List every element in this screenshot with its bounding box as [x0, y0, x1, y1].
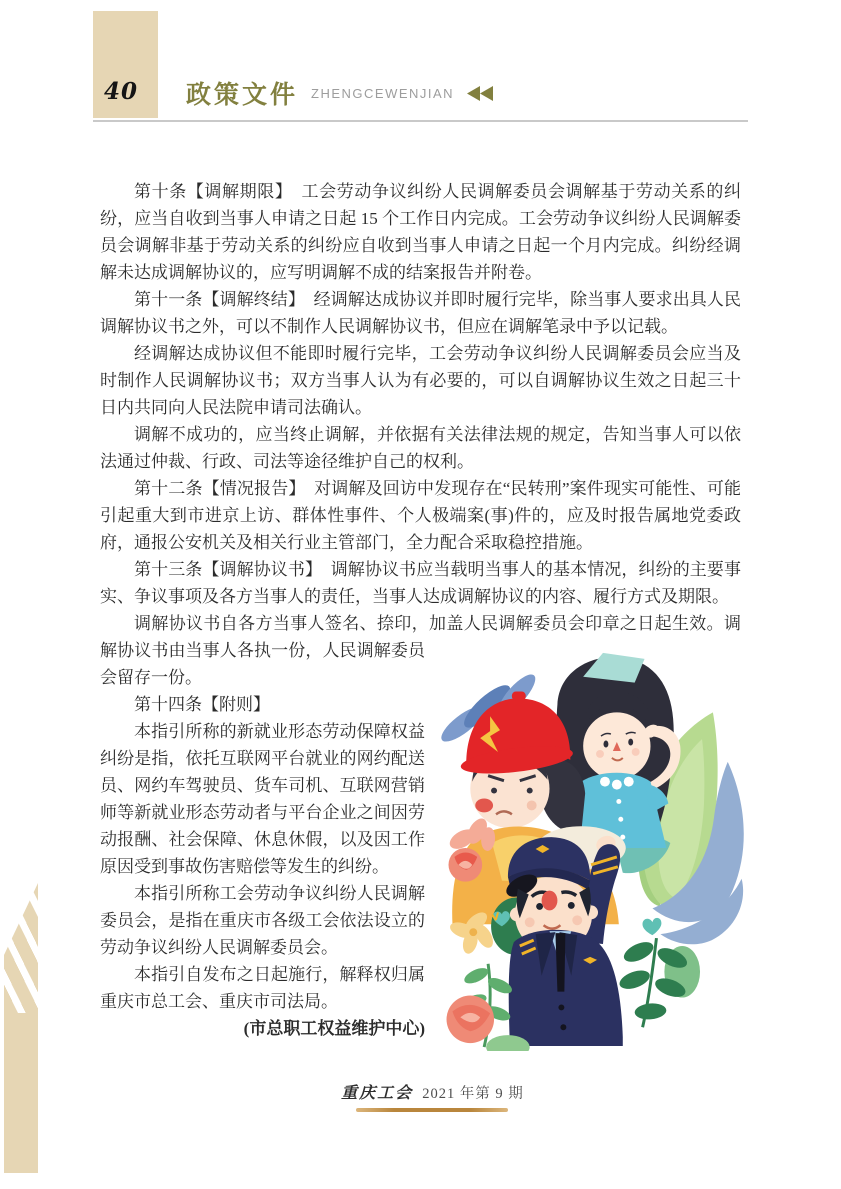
article-paragraph: 调解协议书自各方当事人签名、捺印，加盖人民调解委员会印章之日起生效。调解协议书由当事人各执一份，人民调解委员会留存一份。 — [100, 614, 741, 687]
section-header — [186, 76, 495, 110]
article-paragraph: 第十条【调解期限】 工会劳动争议纠纷人民调解委员会调解基于劳动关系的纠纷，应当自收到当事人申请之日起 15 个工作日内完成。工会劳动争议纠纷人民调解委员会调解非基于劳动关系的纠纷应自收到当事人申请之日起一个月内完成。纠纷经调解未达成调解协议的，应写明调解不成的结案报告并附卷。 — [100, 182, 741, 282]
footer-group — [341, 1080, 524, 1112]
section-pinyin: ZHENGCEWENJIAN — [311, 85, 455, 101]
police-figure — [503, 833, 623, 1046]
footer-issue-label: 2021 年第 9 期 — [422, 1086, 524, 1102]
footer-accent-bar — [356, 1108, 508, 1112]
footer-text — [341, 1080, 524, 1103]
page-footer — [0, 1080, 841, 1112]
page-number-block — [93, 11, 158, 118]
article-paragraph: 经调解达成协议但不能即时履行完毕，工会劳动争议纠纷人民调解委员会应当及时制作人民调解协议书；双方当事人认为有必要的，可以自调解协议生效之日起三十日内共同向人民法院申请司法确认。 — [100, 344, 741, 417]
article-paragraph: 第十四条【附则】 — [134, 695, 270, 714]
left-stripe-decoration — [4, 883, 38, 1173]
article-paragraph: 本指引所称工会劳动争议纠纷人民调解委员会，是指在重庆市各级工会依法设立的劳动争议纠纷人民调解委员会。 — [100, 884, 425, 957]
article-paragraph: 第十三条【调解协议书】 调解协议书应当载明当事人的基本情况，纠纷的主要事实、争议事项及各方当事人的责任，当事人达成调解协议的内容、履行方式及期限。 — [100, 560, 741, 606]
header-rule — [93, 120, 748, 122]
page-number: 40 — [104, 78, 139, 105]
article-byline: (市总职工权益维护中心) — [243, 1019, 425, 1038]
article-paragraph: 本指引所称的新就业形态劳动保障权益纠纷是指，依托互联网平台就业的网约配送员、网约车驾驶员、货车司机、互联网营销师等新就业形态劳动者与平台企业之间因劳动报酬、社会保障、休息休假，以及因工作原因受到事故伤害赔偿等发生的纠纷。 — [100, 722, 425, 876]
workers-illustration — [431, 645, 771, 1051]
article-paragraph: 第十一条【调解终结】 经调解达成协议并即时履行完毕，除当事人要求出具人民调解协议书之外，可以不制作人民调解协议书，但应在调解笔录中予以记载。 — [100, 290, 741, 336]
article-paragraph: 第十二条【情况报告】 对调解及回访中发现存在“民转刑”案件现实可能性、可能引起重大到市进京上访、群体性事件、个人极端案(事)件的，应及时报告属地党委政府，通报公安机关及相关行业主管部门，全力配合采取稳控措施。 — [100, 479, 741, 552]
section-title: 政策文件 — [186, 81, 299, 109]
footer-magazine-name: 重庆工会 — [341, 1083, 414, 1102]
article-paragraph: 调解不成功的，应当终止调解，并依据有关法律法规的规定，告知当事人可以依法通过仲裁、行政、司法等途径维护自己的权利。 — [100, 425, 741, 471]
article-body — [100, 178, 741, 1051]
double-left-arrows-icon — [467, 86, 495, 101]
workers-salute-illustration — [431, 645, 771, 1051]
article-paragraph: 本指引自发布之日起施行，解释权归属重庆市总工会、重庆市司法局。 — [100, 965, 425, 1011]
